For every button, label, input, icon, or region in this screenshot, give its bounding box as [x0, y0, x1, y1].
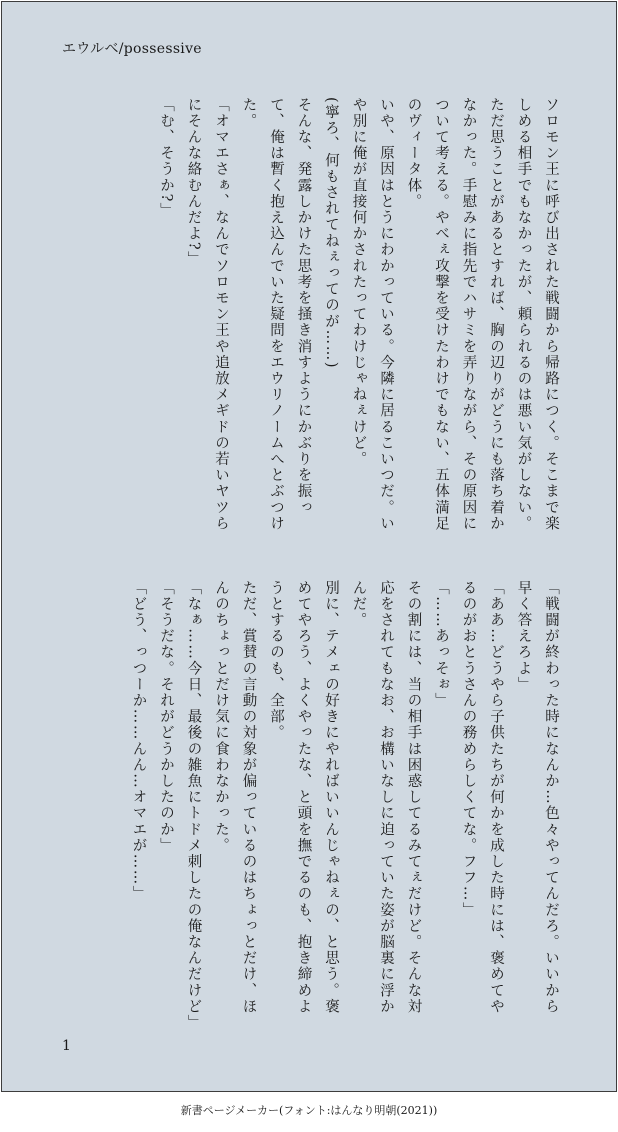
paragraph: 「む、そうか?」 [158, 97, 174, 220]
page-number: 1 [62, 1038, 71, 1054]
paragraph: いや、原因はとうにわかっている。今隣に居るこいつだ。いや別に俺が直接何かされたってわけじゃねぇけど。 [350, 97, 394, 532]
book-page [1, 1, 617, 1092]
paragraph: ただ、賞賛の言動の対象が偏っているのはちょっとだけ、ほんのちょっとだけ気に食わなかった。 [213, 580, 257, 1015]
paragraph: 「なぁ……今日、最後の雑魚にトドメ刺したの俺なんだけど」 [185, 580, 202, 1031]
footer-caption: 新書ページメーカー(フォント:はんなり明朝(2021)) [180, 1104, 438, 1117]
paragraph: 「そうだな。それがどうかしたのか」 [158, 580, 174, 854]
paragraph: 別に、テメェの好きにやればいいんじゃねぇの、と思う。褒めてやろう、よくやったな、と頭を撫でるのも、抱き締めようとするのも、全部。 [268, 580, 339, 1015]
paragraph: (寧ろ、何もされてねぇってのが……) [323, 97, 339, 370]
paragraph: そんな、発露しかけた思考を掻き消すようにかぶりを振って、俺は暫く抱え込んでいた疑問をエウリノームへとぶつけた。 [240, 97, 312, 532]
paragraph: 「どう、っつーか……んん…オマエが……」 [130, 580, 147, 902]
paragraph: 「戦闘が終わった時になんか…色々やってんだろ。いいから早く答えろよ」 [515, 580, 559, 1015]
paragraph: その割には、当の相手は困惑してるみてぇだけど。そんな対応をされてもなお、お構いなしに迫っていた姿が脳裏に浮かんだ。 [350, 580, 422, 1015]
paragraph: ただ思うことがあるとすれば、胸の辺りがどうにも落ち着かなかった。手慰みに指先でハサミを弄りながら、その原因について考える。やべぇ攻撃を受けたわけでもない、五体満足のヴィータ体。 [405, 97, 504, 532]
paragraph: 「……あっそぉ」 [433, 580, 449, 709]
paragraph: 「ああ…どうやら子供たちが何かを成した時には、褒めてやるのがおとうさんの務めらしくてな。フフ…」 [460, 580, 504, 1015]
running-header: エウルベ/possessive [62, 41, 202, 57]
text-block-lower [54, 580, 564, 1031]
paragraph: ソロモン王に呼び出された戦闘から帰路につく。そこまで楽しめる相手でもなかったが、頼られるのは悪い気がしない。 [515, 97, 559, 532]
text-block-upper [54, 97, 564, 543]
paragraph: 「オマエさぁ、なんでソロモン王や追放メギドの若いヤツらにそんな絡むんだよ?」 [185, 97, 229, 532]
